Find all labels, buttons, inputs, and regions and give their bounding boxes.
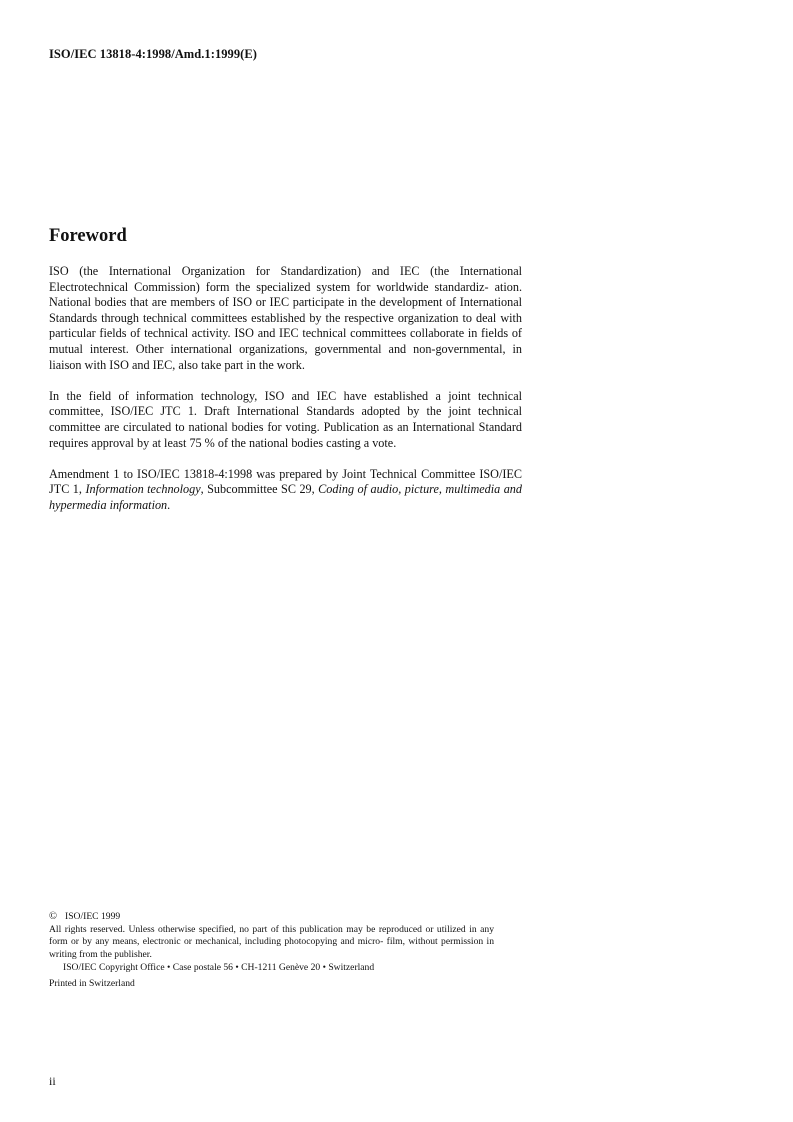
foreword-paragraph-1: ISO (the International Organization for Standardization) and IEC (the International Electrotechnical Commission) form the specialized system for worldwide standardiz- ation. National bodies that are members of ISO or IEC participate in the development of International Standards through technical committees established by the respective organization to deal with particular fields of technical activity. ISO and IEC technical committees collaborate in fields of mutual interest. Other international organizations, governmental and non-governmental, in liaison with ISO and IEC, also take part in the work. [49,264,522,372]
copyright-icon: © [49,911,57,922]
printed-location: Printed in Switzerland [49,978,135,990]
para3-text-2: , Subcommittee SC 29, [200,482,319,497]
page-number: ii [49,1074,56,1088]
document-header-id: ISO/IEC 13818-4:1998/Amd.1:1999(E) [49,47,257,61]
rights-statement: All rights reserved. Unless otherwise specified, no part of this publication may be reproduced or utilized in any form or by any means, electronic or mechanical, including photocopying and micro- film, without permission in writing from the publisher. [49,924,494,960]
copyright-line [49,911,494,923]
para3-italic-subcommittee-title: Coding of audio, picture, multimedia and hypermedia information [49,482,522,512]
foreword-paragraph-3 [49,467,522,514]
foreword-title: Foreword [49,226,127,246]
para3-italic-information-technology: Information technology [85,482,201,497]
para3-text-3: . [167,497,171,512]
copyright-holder: ISO/IEC 1999 [65,911,121,922]
foreword-body [49,264,522,514]
para3-text-1: Amendment 1 to ISO/IEC 13818-4:1998 was prepared by Joint Technical Committee ISO/IEC JTC 1, [49,466,522,497]
copyright-block [49,911,494,990]
copyright-office-address: ISO/IEC Copyright Office • Case postale 56 • CH-1211 Genève 20 • Switzerland [63,961,375,973]
foreword-paragraph-2: In the field of information technology, ISO and IEC have established a joint technical committee, ISO/IEC JTC 1. Draft International Standards adopted by the joint technical committee are circulated to national bodies for voting. Publication as an International Standard requires approval by at least 75 % of the national bodies casting a vote. [49,388,522,450]
